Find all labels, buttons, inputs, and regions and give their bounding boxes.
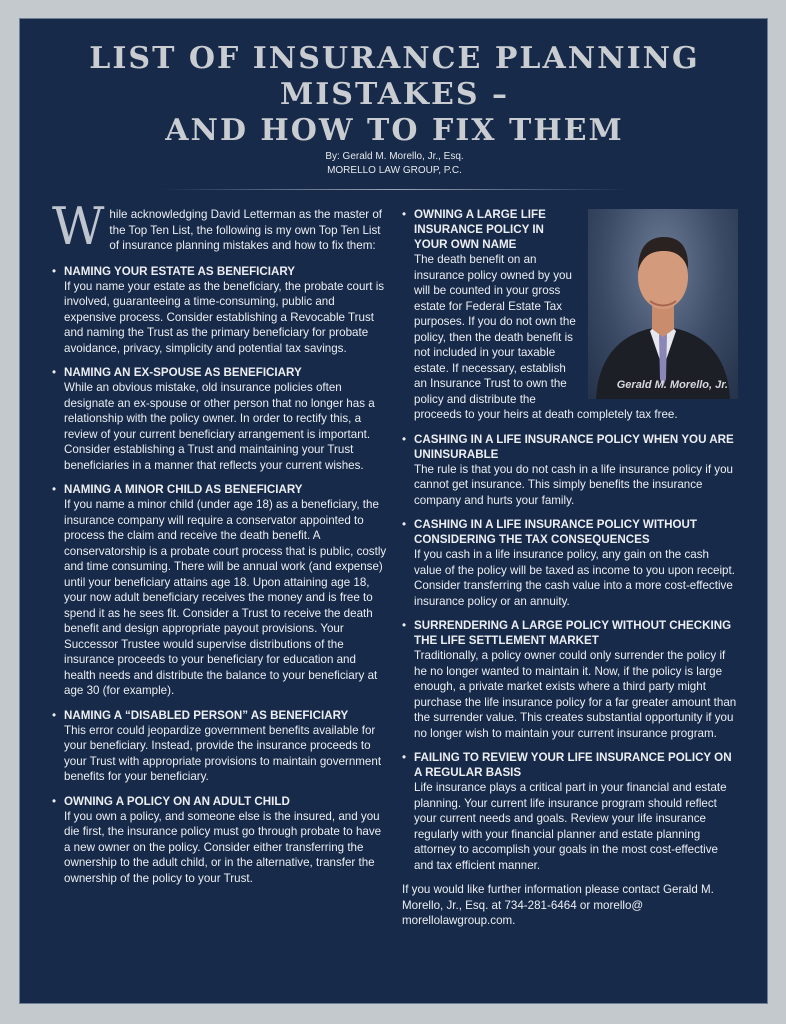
bullet-icon: • xyxy=(52,264,57,278)
mistake-heading: NAMING A MINOR CHILD AS BENEFICIARY xyxy=(64,483,303,496)
mistake-heading: OWNING A POLICY ON AN ADULT CHILD xyxy=(64,794,290,808)
mistake-heading: SURRENDERING A LARGE POLICY WITHOUT CHECKING THE LIFE SETTLEMENT MARKET xyxy=(414,619,732,647)
mistake-text: While an obvious mistake, old insurance policies often designate an ex-spouse or other person that no longer has a relationship with the policy owner. In order to rectify this, a review of your current beneficiary arrangement is important. Consider establishing a Trust and maintaining your Trust beneficiaries in a manner that reflects your current wishes. xyxy=(64,381,375,472)
mistake-text: This error could jeopardize government benefits available for your beneficiary. Instead, provide the insurance proceeds to your Trust with appropriate provisions to maintain government benefits for your beneficiary. xyxy=(64,723,382,783)
mistake-item xyxy=(402,618,738,741)
mistake-heading: CASHING IN A LIFE INSURANCE POLICY WHEN YOU ARE UNINSURABLE xyxy=(414,432,734,461)
article-title xyxy=(20,41,768,149)
mistake-heading: FAILING TO REVIEW YOUR LIFE INSURANCE POLICY ON A REGULAR BASIS xyxy=(414,751,732,779)
mistake-item xyxy=(52,482,390,699)
bullet-icon: • xyxy=(402,432,407,446)
mistake-text: If you own a policy, and someone else is the insured, and you die first, the insurance policy must go through probate to have a new owner on the policy. Consider either transferring the ownership to the adult child, or in the alternative, transfer the ownership of the policy to your Trust. xyxy=(64,809,382,885)
mistake-heading: OWNING A LARGE LIFE INSURANCE POLICY IN YOUR OWN NAME xyxy=(414,208,546,251)
mistake-text: If you cash in a life insurance policy, any gain on the cash value of the policy will be taxed as income to you upon receipt. Consider transferring the cash value into a more cost-effective insurance policy or an annuity. xyxy=(414,548,735,608)
mistake-heading: CASHING IN A LIFE INSURANCE POLICY WITHOUT CONSIDERING THE TAX CONSEQUENCES xyxy=(414,518,697,546)
mistake-item xyxy=(402,517,738,609)
mistake-text: The death benefit on an insurance policy owned by you will be counted in your gross estate for Federal Estate Tax purposes. If you do not own the policy, then the death benefit is not included in your taxable estate. If necessary, establish an Insurance Trust to own the policy and distribute the proceeds to your heirs at death completely tax free. xyxy=(414,253,678,421)
photo-caption: Gerald M. Morello, Jr. xyxy=(616,378,728,391)
mistake-item xyxy=(402,750,738,873)
drop-cap: W xyxy=(52,198,105,257)
mistake-heading: NAMING YOUR ESTATE AS BENEFICIARY xyxy=(64,264,296,278)
mistake-text: The rule is that you do not cash in a life insurance policy if you cannot get insurance. This simply benefits the insurance company and hurts your family. xyxy=(414,462,734,507)
mistake-text: If you name a minor child (under age 18) as a beneficiary, the insurance company will require a conservator appointed to process the claim and receive the death benefit. A conservatorship is a probate court process that is public, costly and time consuming. There will be annual work (and expense) until your beneficiary attains age 18. Upon attaining age 18, your now adult beneficiary receives the money and is free to spend it as he sees fit. Consider a Trust to receive the death benefit and design appropriate payout provisions. Your Successor Trustee would supervise distributions of the insurance proceeds to your beneficiary for education and health needs and distribute the balance to your beneficiary at age 30 (for example). xyxy=(64,498,387,697)
mistake-item xyxy=(52,365,390,473)
article-page xyxy=(19,18,768,1004)
bullet-icon: • xyxy=(402,518,407,531)
mistake-item xyxy=(52,794,390,887)
left-section-list xyxy=(52,264,390,887)
contact-paragraph: If you would like further information please contact Gerald M. Morello, Jr., Esq. at 734-281-6464 or morello@ morellolawgroup.com. xyxy=(402,883,714,927)
bullet-icon: • xyxy=(52,483,57,496)
author-name: By: Gerald M. Morello, Jr., Esq. xyxy=(325,151,464,162)
intro-paragraph xyxy=(52,198,390,257)
bullet-icon: • xyxy=(402,208,407,221)
title-line-2: MISTAKES – xyxy=(280,77,509,112)
byline xyxy=(20,150,768,178)
bullet-icon: • xyxy=(52,794,57,808)
right-section-list xyxy=(402,207,738,873)
mistake-item xyxy=(402,207,738,423)
bullet-icon: • xyxy=(402,751,407,764)
bullet-icon: • xyxy=(52,708,57,722)
mistake-item xyxy=(52,708,390,785)
title-line-3: AND HOW TO FIX THEM xyxy=(165,113,624,148)
title-divider xyxy=(160,189,630,190)
mistake-item xyxy=(52,264,390,357)
mistake-heading: NAMING A “DISABLED PERSON” AS BENEFICIARY xyxy=(64,708,349,722)
mistake-heading: NAMING AN EX-SPOUSE AS BENEFICIARY xyxy=(64,366,302,379)
right-column xyxy=(402,207,738,929)
bullet-icon: • xyxy=(52,366,57,379)
title-line-1: LIST OF INSURANCE PLANNING xyxy=(89,41,700,76)
mistake-text: Life insurance plays a critical part in your financial and estate planning. Your current life insurance program should reflect your current needs and goals. Review your life insurance regularly with your financial planner and estate planning attorney to accomplish your goals in the most cost-effective and tax efficient manner. xyxy=(414,781,727,872)
mistake-item xyxy=(402,432,738,509)
firm-name: MORELLO LAW GROUP, P.C. xyxy=(327,165,462,176)
mistake-text: If you name your estate as the beneficiary, the probate court is involved, guaranteeing a time-consuming, public and expensive process. Consider establishing a Revocable Trust and naming the Trust as the primary beneficiary for probate avoidance, privacy, simplicity and potential tax savings. xyxy=(64,279,385,355)
left-column xyxy=(52,198,390,895)
mistake-text: Traditionally, a policy owner could only surrender the policy if he no longer wanted to maintain it. Now, if the policy is large enough, a private market exists where a third party might purchase the life insurance policy for a far greater amount than the surrender value. This creates substantial opportunity if you no longer wish to maintain your current insurance program. xyxy=(414,649,737,740)
intro-text: hile acknowledging David Letterman as the master of the Top Ten List, the following is my own Top Ten List of insurance planning mistakes and how to fix them: xyxy=(109,208,383,252)
bullet-icon: • xyxy=(402,619,407,632)
